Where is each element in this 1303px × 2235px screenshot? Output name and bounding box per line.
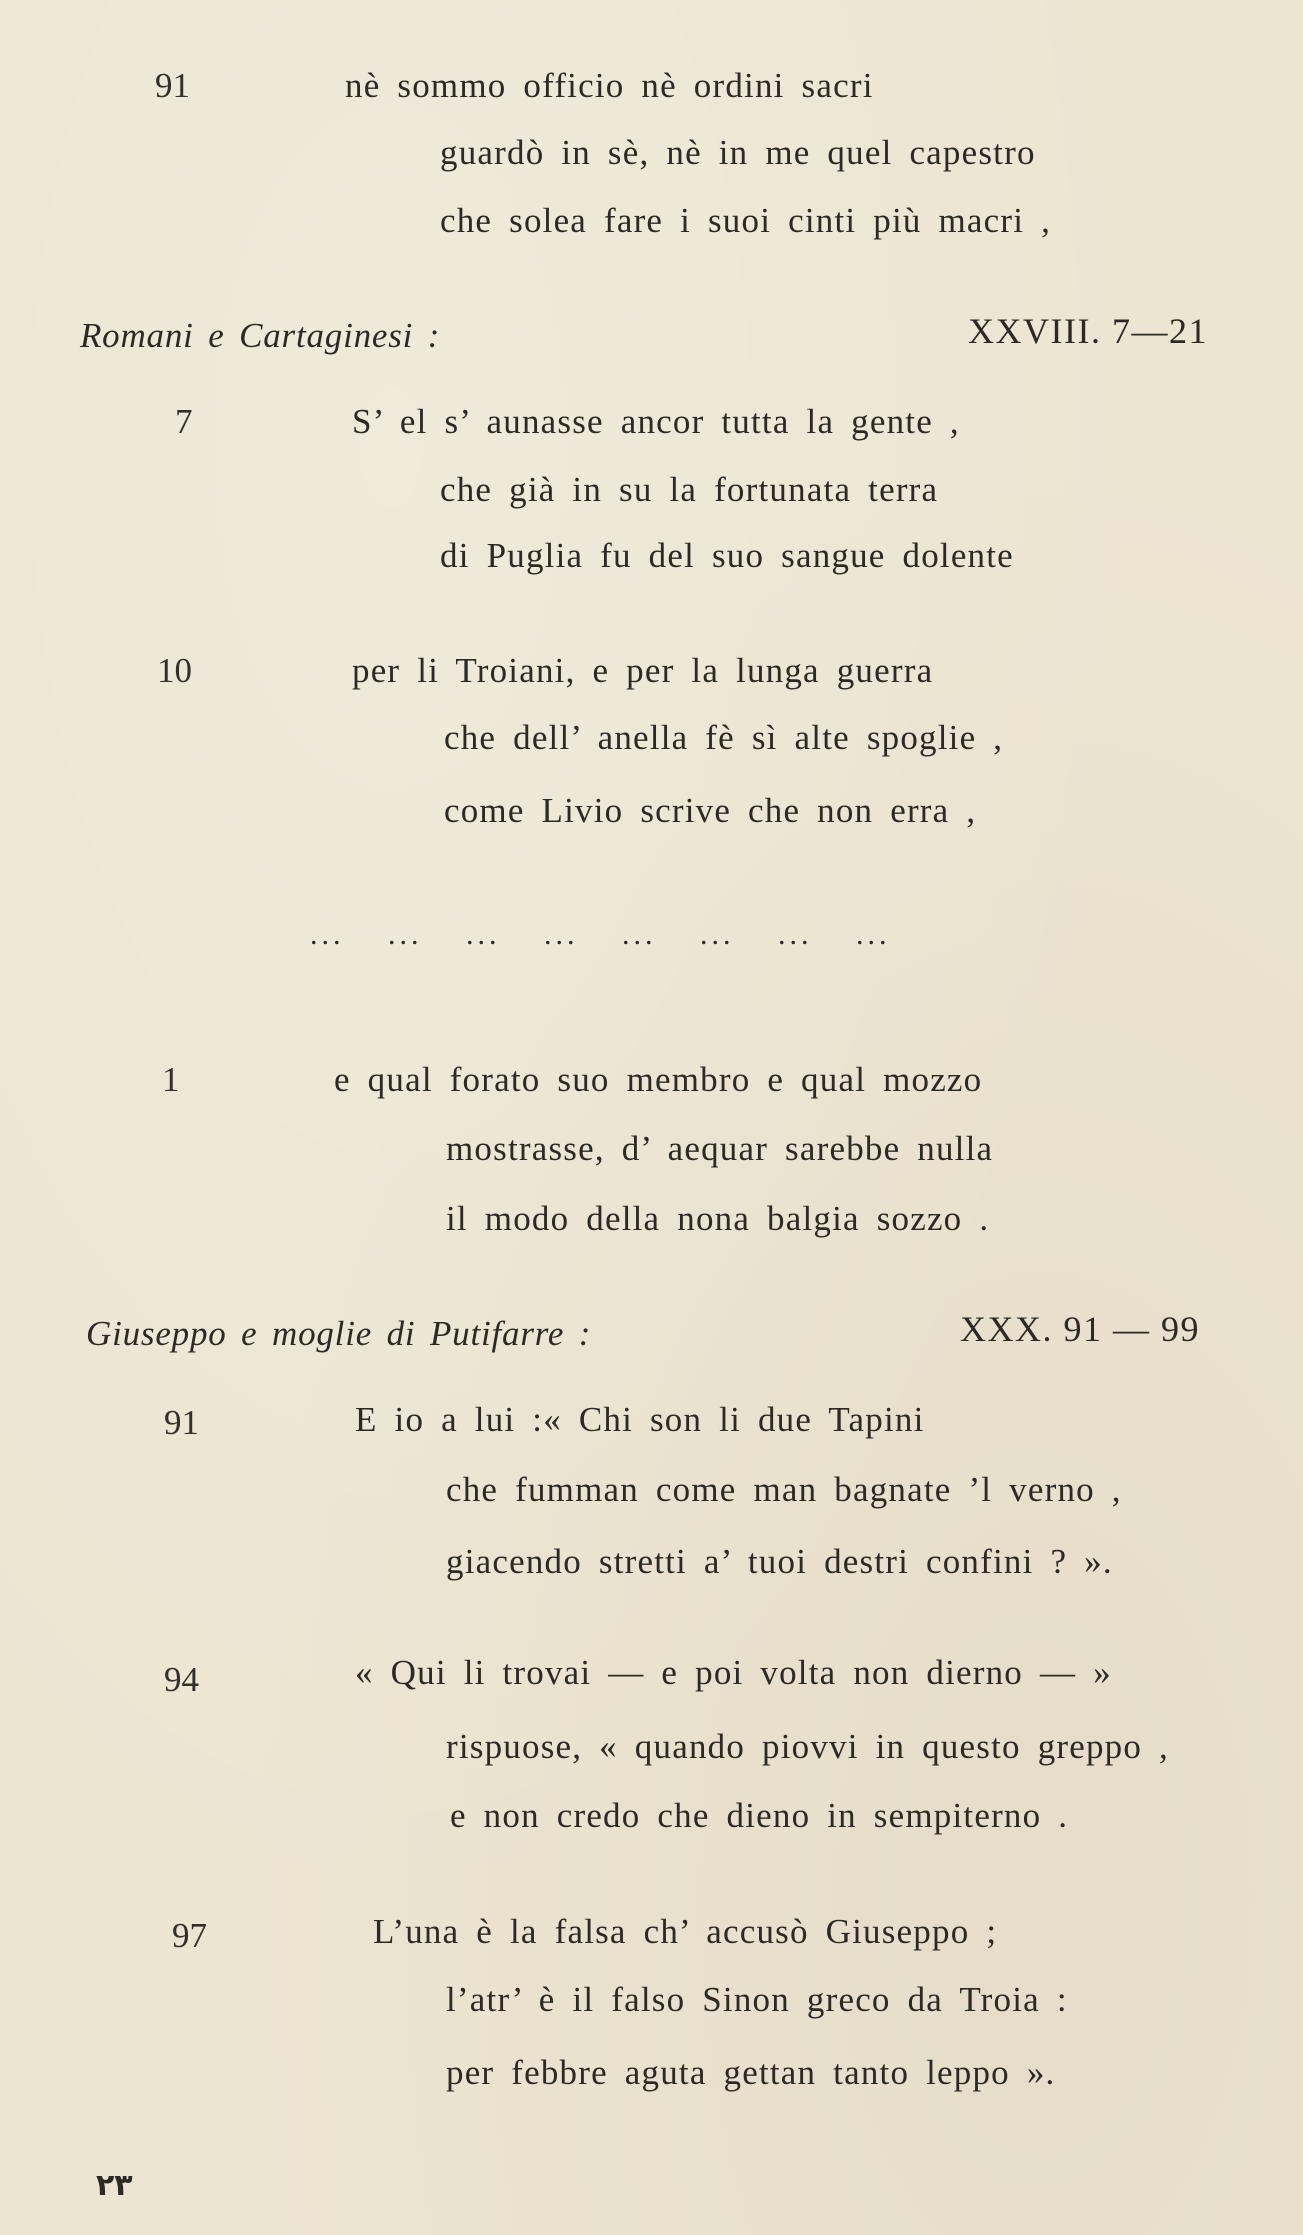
- verse-line: per li Troiani, e per la lunga guerra: [352, 651, 934, 690]
- verse-number: 91: [155, 66, 190, 105]
- verse-number: 10: [157, 651, 192, 690]
- verse-line: e qual forato suo membro e qual mozzo: [334, 1060, 983, 1099]
- verse-line: che dell’ anella fè sì alte spoglie ,: [444, 718, 1004, 757]
- verse-line: il modo della nona balgia sozzo .: [446, 1199, 990, 1238]
- verse-number: 7: [175, 402, 193, 441]
- verse-line: S’ el s’ aunasse ancor tutta la gente ,: [352, 402, 960, 441]
- verse-line: di Puglia fu del suo sangue dolente: [440, 536, 1014, 575]
- verse-line: rispuose, « quando piovvi in questo greppo ,: [446, 1727, 1169, 1766]
- section-reference: XXVIII. 7—21: [968, 311, 1208, 351]
- verse-number: 97: [172, 1916, 207, 1955]
- verse-number: 1: [162, 1060, 180, 1099]
- verse-line: che fumman come man bagnate ’l verno ,: [446, 1470, 1122, 1509]
- verse-line: l’atr’ è il falso Sinon greco da Troia :: [446, 1980, 1068, 2019]
- verse-line: guardò in sè, nè in me quel capestro: [440, 133, 1036, 172]
- verse-line: nè sommo officio nè ordini sacri: [345, 66, 874, 105]
- verse-line: « Qui li trovai — e poi volta non dierno — »: [355, 1653, 1112, 1692]
- verse-line: L’una è la falsa ch’ accusò Giuseppo ;: [373, 1912, 998, 1951]
- verse-line: che solea fare i suoi cinti più macri ,: [440, 201, 1052, 240]
- verse-number: 94: [164, 1660, 199, 1699]
- section-reference: XXX. 91 — 99: [960, 1309, 1200, 1349]
- verse-line: e non credo che dieno in sempiterno .: [450, 1796, 1069, 1835]
- section-heading: Romani e Cartaginesi :: [80, 316, 441, 355]
- omission-ellipsis: ... ... ... ... ... ... ... ...: [310, 918, 891, 951]
- verse-number: 91: [164, 1403, 199, 1442]
- page-number: ٢٣: [96, 2168, 133, 2203]
- verse-line: come Livio scrive che non erra ,: [444, 791, 977, 830]
- verse-line: E io a lui :« Chi son li due Tapini: [355, 1400, 925, 1439]
- verse-line: che già in su la fortunata terra: [440, 470, 939, 509]
- verse-line: giacendo stretti a’ tuoi destri confini ? ».: [446, 1542, 1113, 1581]
- section-heading: Giuseppo e moglie di Putifarre :: [86, 1314, 592, 1353]
- verse-line: per febbre aguta gettan tanto leppo ».: [446, 2053, 1056, 2092]
- verse-line: mostrasse, d’ aequar sarebbe nulla: [446, 1129, 994, 1168]
